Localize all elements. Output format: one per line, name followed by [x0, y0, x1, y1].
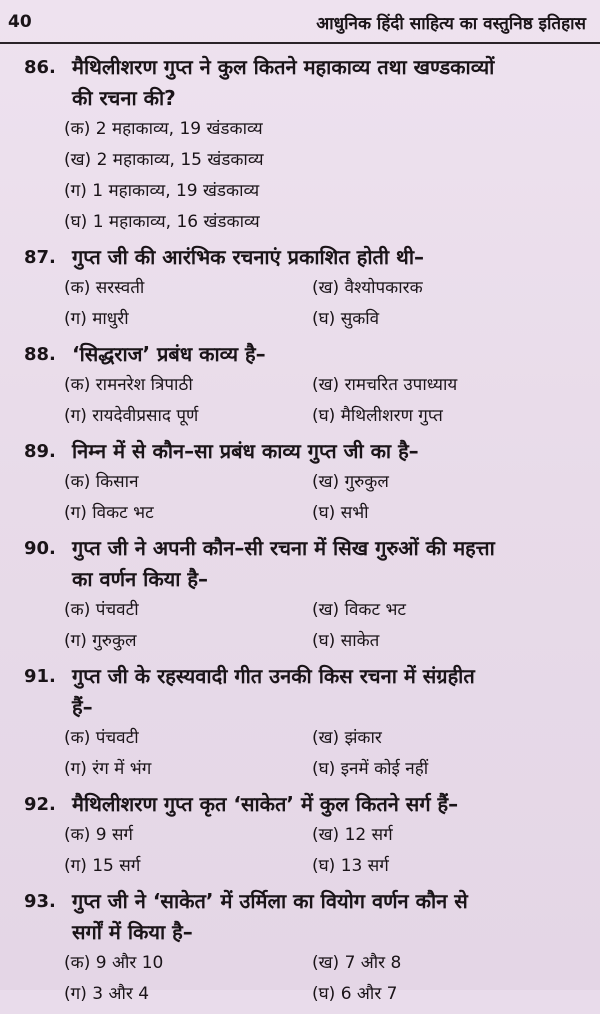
question-line: की रचना की? — [72, 86, 176, 110]
option-item: (क) पंचवटी — [64, 600, 139, 620]
options-list — [0, 595, 600, 657]
question-text — [0, 339, 600, 370]
option-item: (क) पंचवटी — [64, 728, 139, 748]
option-item: (क) किसान — [64, 472, 139, 492]
option-row — [64, 273, 600, 304]
options-list — [0, 273, 600, 335]
option-item: (ग) गुरुकुल — [64, 631, 137, 651]
option-row — [64, 207, 600, 238]
question-text — [0, 436, 600, 467]
option-item: (क) रामनरेश त्रिपाठी — [64, 375, 193, 395]
option-item: (ख) 7 और 8 — [312, 953, 402, 973]
question-line: गुप्त जी ने ‘साकेत’ में उर्मिला का वियोग वर्णन कौन से — [72, 889, 468, 913]
option-row — [64, 754, 600, 785]
option-item: (घ) 6 और 7 — [312, 984, 398, 1004]
option-item: (घ) 13 सर्ग — [312, 856, 389, 876]
question-line: गुप्त जी ने अपनी कौन–सी रचना में सिख गुरुओं की महत्ता — [72, 536, 495, 560]
option-item: (ग) 1 महाकाव्य, 19 खंडकाव्य — [64, 181, 260, 201]
question-line: मैथिलीशरण गुप्त ने कुल कितने महाकाव्य तथा खण्डकाव्यों — [72, 55, 495, 79]
option-item: (ख) विकट भट — [312, 600, 406, 620]
options-list — [0, 467, 600, 529]
question-text — [0, 533, 600, 564]
option-row — [64, 948, 600, 979]
option-item: (घ) 1 महाकाव्य, 16 खंडकाव्य — [64, 212, 260, 232]
question-line: गुप्त जी के रहस्यवादी गीत उनकी किस रचना में संग्रहीत — [72, 664, 475, 688]
question-line: हैं– — [72, 695, 93, 719]
option-row — [64, 370, 600, 401]
question-text — [0, 789, 600, 820]
options-list — [0, 820, 600, 882]
option-item: (ख) रामचरित उपाध्याय — [312, 375, 458, 395]
question-text — [0, 917, 600, 948]
question-line: मैथिलीशरण गुप्त कृत ‘साकेत’ में कुल कितने सर्ग हैं– — [72, 792, 459, 816]
option-row — [64, 851, 600, 882]
question-text — [0, 83, 600, 114]
option-item: (घ) सभी — [312, 503, 369, 523]
option-row — [64, 498, 600, 529]
option-item: (ग) 3 और 4 — [64, 984, 150, 1004]
question-block — [0, 52, 600, 238]
question-number: 91. — [24, 666, 56, 687]
question-block — [0, 886, 600, 1010]
question-text — [0, 242, 600, 273]
question-number: 86. — [24, 57, 56, 78]
option-row — [64, 304, 600, 335]
question-number: 87. — [24, 247, 56, 268]
question-line: ‘सिद्धराज’ प्रबंध काव्य है– — [72, 342, 266, 366]
option-item: (ख) वैश्योपकारक — [312, 278, 423, 298]
option-item: (क) सरस्वती — [64, 278, 145, 298]
options-list — [0, 948, 600, 1010]
option-item: (ख) 2 महाकाव्य, 15 खंडकाव्य — [64, 150, 264, 170]
option-item: (ख) गुरुकुल — [312, 472, 389, 492]
running-head: आधुनिक हिंदी साहित्य का वस्तुनिष्ठ इतिहास — [316, 14, 586, 34]
question-line: का वर्णन किया है– — [72, 567, 209, 591]
option-item: (ग) 15 सर्ग — [64, 856, 141, 876]
question-number: 92. — [24, 794, 56, 815]
question-list — [0, 52, 600, 1014]
question-block — [0, 436, 600, 529]
question-block — [0, 242, 600, 335]
question-number: 93. — [24, 891, 56, 912]
option-row — [64, 467, 600, 498]
question-line: निम्न में से कौन–सा प्रबंध काव्य गुप्त जी का है– — [72, 439, 419, 463]
question-text — [0, 692, 600, 723]
option-row — [64, 723, 600, 754]
option-item: (क) 2 महाकाव्य, 19 खंडकाव्य — [64, 119, 263, 139]
option-row — [64, 401, 600, 432]
question-number: 90. — [24, 538, 56, 559]
question-block — [0, 789, 600, 882]
question-text — [0, 661, 600, 692]
page-number: 40 — [8, 12, 32, 32]
question-number: 89. — [24, 441, 56, 462]
question-text — [0, 886, 600, 917]
option-row — [64, 979, 600, 1010]
question-line: गुप्त जी की आरंभिक रचनाएं प्रकाशित होती थी– — [72, 245, 424, 269]
option-row — [64, 145, 600, 176]
question-text — [0, 564, 600, 595]
option-item: (क) 9 और 10 — [64, 953, 164, 973]
options-list — [0, 370, 600, 432]
page-header — [0, 0, 600, 44]
option-item: (ग) रायदेवीप्रसाद पूर्ण — [64, 406, 199, 426]
question-number: 88. — [24, 344, 56, 365]
question-block — [0, 533, 600, 657]
options-list — [0, 723, 600, 785]
option-item: (क) 9 सर्ग — [64, 825, 134, 845]
question-text — [0, 52, 600, 83]
option-item: (ख) झंकार — [312, 728, 382, 748]
option-row — [64, 595, 600, 626]
option-item: (घ) मैथिलीशरण गुप्त — [312, 406, 443, 426]
option-item: (ग) विकट भट — [64, 503, 154, 523]
option-item: (ग) रंग में भंग — [64, 759, 152, 779]
option-item: (घ) सुकवि — [312, 309, 380, 329]
option-item: (घ) इनमें कोई नहीं — [312, 759, 429, 779]
option-row — [64, 820, 600, 851]
option-item: (ग) माधुरी — [64, 309, 129, 329]
question-block — [0, 339, 600, 432]
option-row — [64, 176, 600, 207]
option-item: (घ) साकेत — [312, 631, 380, 651]
option-row — [64, 626, 600, 657]
options-list — [0, 114, 600, 238]
option-item: (ख) 12 सर्ग — [312, 825, 393, 845]
question-line: सर्गों में किया है– — [72, 920, 193, 944]
question-block — [0, 661, 600, 785]
option-row — [64, 114, 600, 145]
